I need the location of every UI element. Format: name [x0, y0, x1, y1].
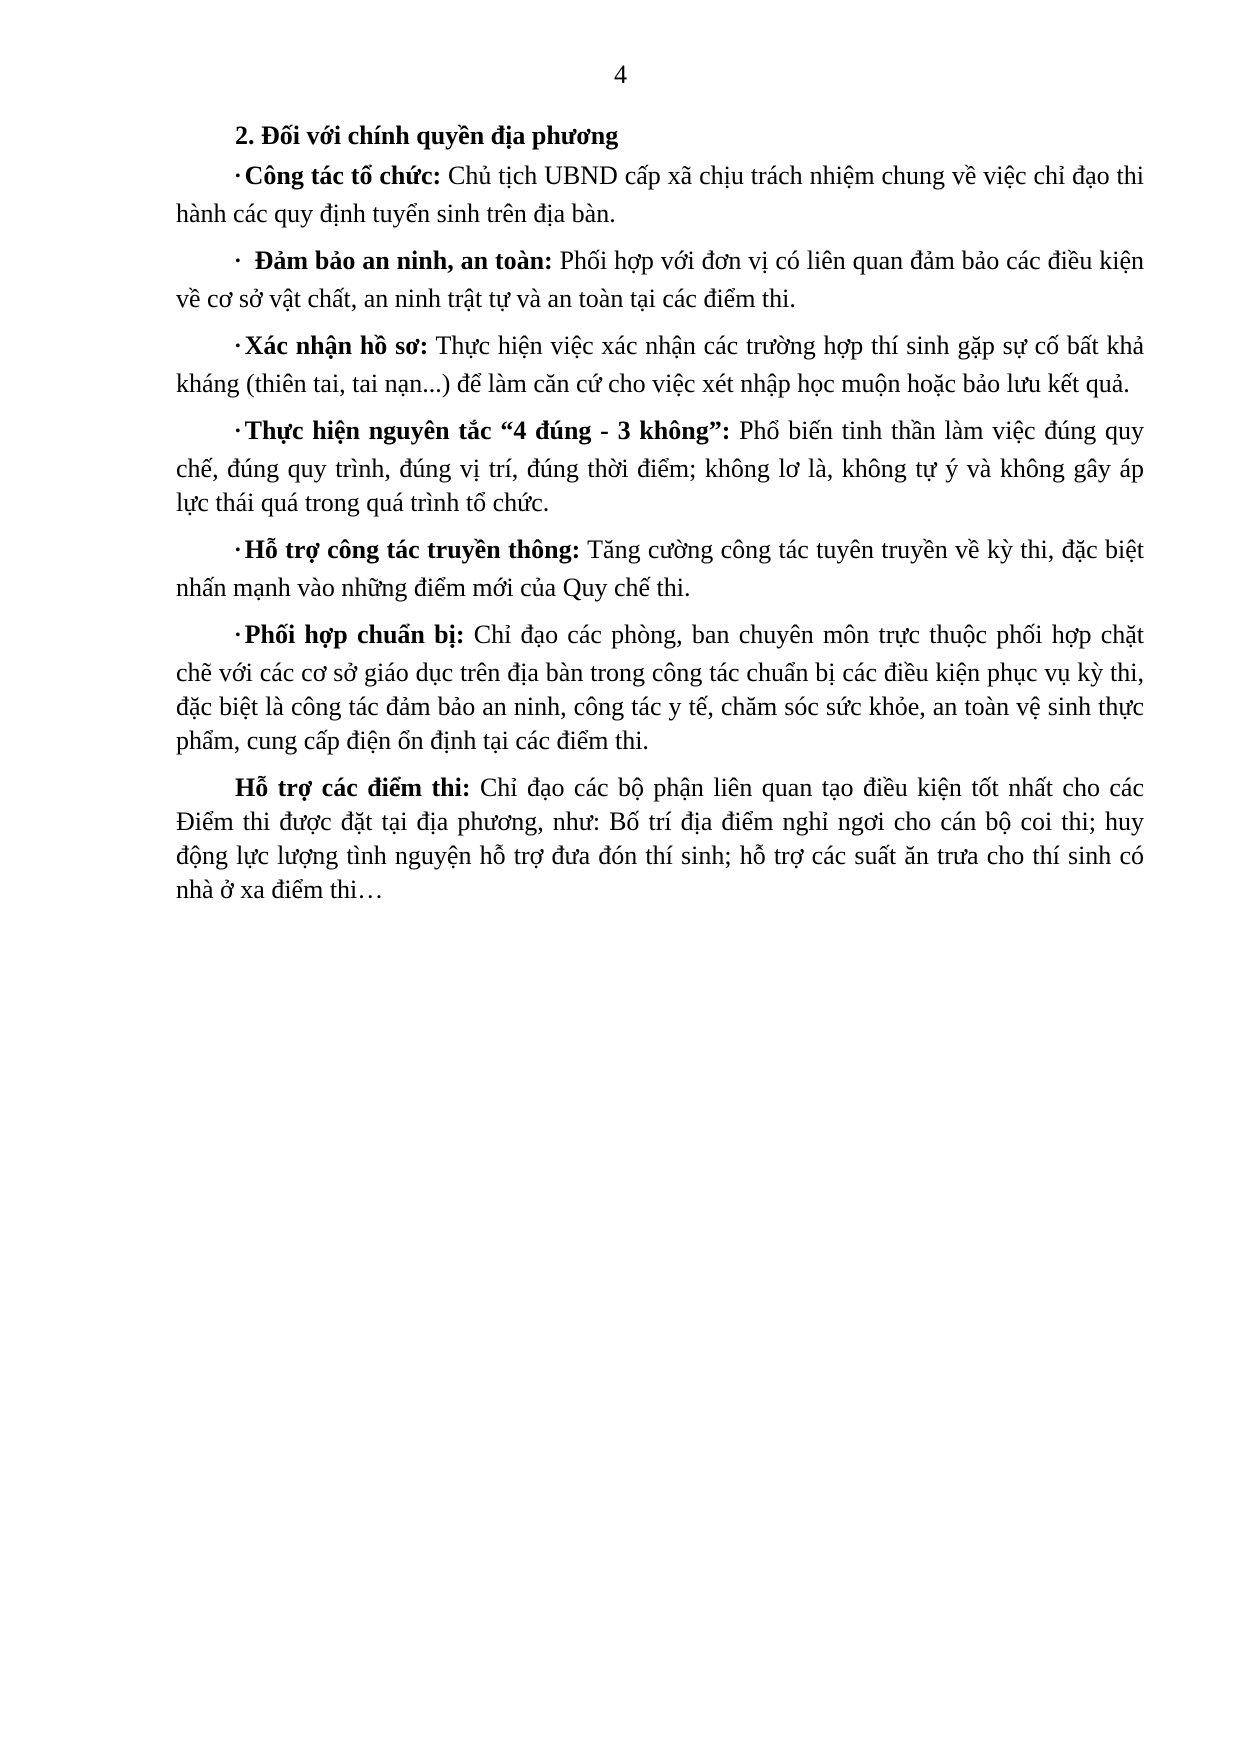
bullet-icon: •	[235, 423, 241, 440]
item-label: Thực hiện nguyên tắc “4 đúng - 3 không”:	[244, 416, 731, 445]
item-label: Phối hợp chuẩn bị:	[244, 620, 465, 649]
bullet-icon: •	[235, 168, 241, 185]
page-number: 4	[614, 60, 627, 89]
item-text: Thực hiện việc xác nhận các trường hợp thí sinh gặp sự cố bất khả kháng (thiên tai, tai nạn...) để làm căn cứ cho việc xét nhập học muộn hoặc bảo lưu kết quả.	[176, 331, 1144, 398]
item-label: Công tác tổ chức:	[244, 161, 442, 190]
item-label: Hỗ trợ công tác truyền thông:	[244, 535, 581, 564]
list-item-security	[176, 244, 1144, 316]
item-label: Xác nhận hồ sơ:	[244, 331, 429, 360]
item-text: Chủ tịch UBND cấp xã chịu trách nhiệm chung về việc chỉ đạo thi hành các quy định tuyển sinh trên địa bàn.	[176, 161, 1144, 228]
section-heading: 2. Đối với chính quyền địa phương	[235, 121, 619, 150]
list-item-exam-support	[176, 771, 1144, 907]
item-text: Tăng cường công tác tuyên truyền về kỳ thi, đặc biệt nhấn mạnh vào những điểm mới của Quy chế thi.	[176, 535, 1144, 602]
item-text: Chỉ đạo các bộ phận liên quan tạo điều kiện tốt nhất cho các Điểm thi được đặt tại địa phương, như: Bố trí địa điểm nghỉ ngơi cho cán bộ coi thi; huy động lực lượng tình nguyện hỗ trợ đưa đón thí sinh; hỗ trợ các suất ăn trưa cho thí sinh có nhà ở xa điểm thi…	[176, 773, 1144, 904]
item-text: Phổ biến tinh thần làm việc đúng quy chế, đúng quy trình, đúng vị trí, đúng thời điểm; không lơ là, không tự ý và không gây áp lực thái quá trong quá trình tổ chức.	[176, 416, 1144, 517]
list-item-communication	[176, 533, 1144, 605]
bullet-icon: •	[235, 253, 241, 270]
list-item-coordination	[176, 618, 1144, 758]
document-body	[176, 119, 1144, 920]
bullet-icon: •	[235, 627, 241, 644]
list-item-records	[176, 329, 1144, 401]
item-label: Hỗ trợ các điểm thi:	[235, 773, 471, 802]
item-text: Phối hợp với đơn vị có liên quan đảm bảo các điều kiện về cơ sở vật chất, an ninh trật tự và an toàn tại các điểm thi.	[176, 246, 1144, 313]
list-item-principles	[176, 414, 1144, 520]
item-label: Đảm bảo an ninh, an toàn:	[254, 246, 553, 275]
bullet-icon: •	[235, 542, 241, 559]
bullet-icon: •	[235, 338, 241, 355]
list-item-organization	[176, 159, 1144, 231]
item-text: Chỉ đạo các phòng, ban chuyên môn trực thuộc phối hợp chặt chẽ với các cơ sở giáo dục trên địa bàn trong công tác chuẩn bị các điều kiện phục vụ kỳ thi, đặc biệt là công tác đảm bảo an ninh, công tác y tế, chăm sóc sức khỏe, an toàn vệ sinh thực phẩm, cung cấp điện ổn định tại các điểm thi.	[176, 620, 1144, 755]
